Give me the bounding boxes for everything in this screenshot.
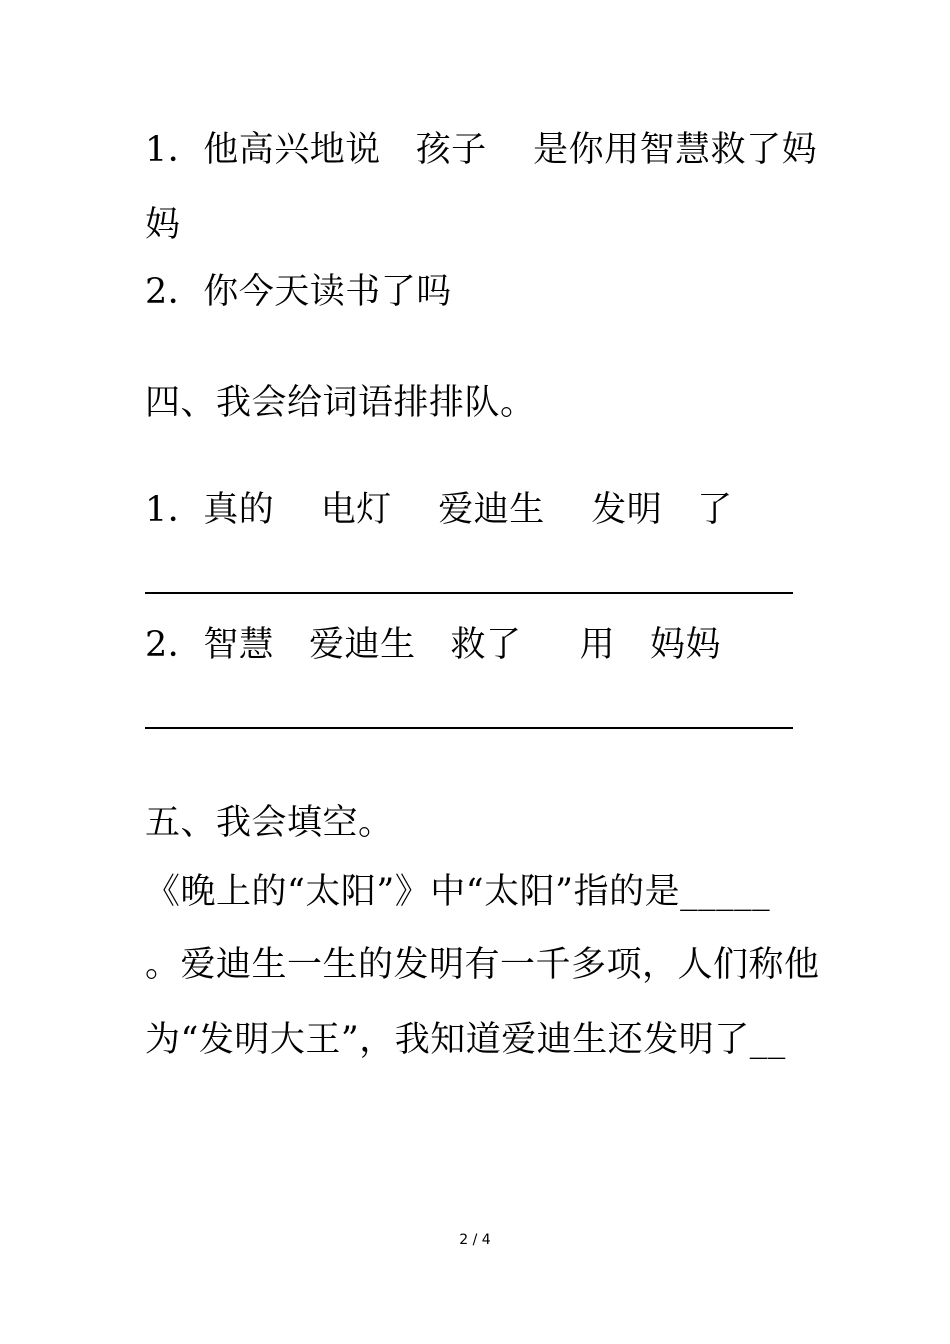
sentence-item-1-line-2: 妈 — [145, 205, 181, 245]
word-order-item-2: 2．智慧 爱迪生 救了 用 妈妈 — [145, 625, 722, 665]
word-order-item-1: 1．真的 电灯 爱迪生 发明 了 — [145, 490, 733, 530]
answer-line-1 — [145, 592, 793, 594]
section-5-heading: 五、我会填空。 — [145, 803, 394, 843]
answer-line-2 — [145, 727, 793, 729]
fill-blank-line-3: 为“发明大王”，我知道爱迪生还发明了__ — [145, 1020, 786, 1060]
sentence-item-2: 2．你今天读书了吗 — [145, 272, 452, 312]
section-4-heading: 四、我会给词语排排队。 — [145, 383, 536, 423]
sentence-item-1-line-1: 1．他高兴地说 孩子 是你用智慧救了妈 — [145, 130, 818, 170]
page-number: 2 / 4 — [459, 1232, 491, 1248]
fill-blank-line-2: 。爱迪生一生的发明有一千多项，人们称他 — [145, 945, 820, 985]
fill-blank-line-1: 《晚上的“太阳”》中“太阳”指的是_____ — [145, 872, 771, 912]
